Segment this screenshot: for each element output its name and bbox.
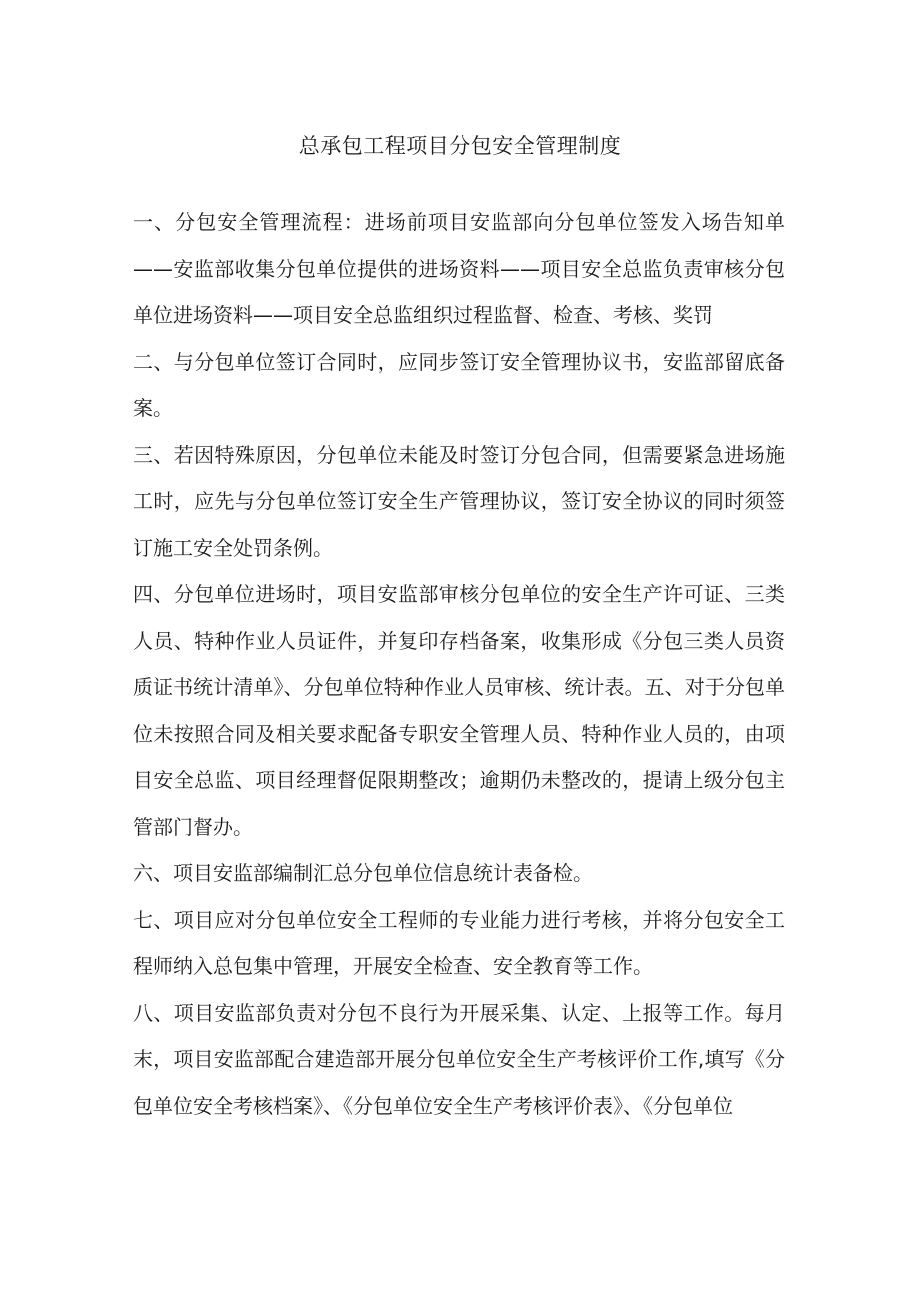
paragraph-2: 二、与分包单位签订合同时，应同步签订安全管理协议书，安监部留底备案。 bbox=[133, 349, 785, 420]
paragraph-3: 三、若因特殊原因，分包单位未能及时签订分包合同，但需要紧急进场施工时，应先与分包单位签订安全生产管理协议，签订安全协议的同时须签订施工安全处罚条例。 bbox=[133, 442, 785, 560]
paragraph-1: 一、分包安全管理流程：进场前项目安监部向分包单位签发入场告知单——安监部收集分包单位提供的进场资料——项目安全总监负责审核分包单位进场资料——项目安全总监组织过程监督、检查、考核、奖罚 bbox=[133, 210, 785, 327]
paragraph-6: 六、项目安监部编制汇总分包单位信息统计表备检。 bbox=[133, 861, 593, 885]
paragraph-8: 八、项目安监部负责对分包不良行为开展采集、认定、上报等工作。每月末，项目安监部配合建造部开展分包单位安全生产考核评价工作,填写《分包单位安全考核档案》、《分包单位安全生产考核评价表》、《分包单位 bbox=[133, 1000, 785, 1118]
document-title: 总承包工程项目分包安全管理制度 bbox=[298, 134, 622, 158]
paragraph-4: 四、分包单位进场时，项目安监部审核分包单位的安全生产许可证、三类人员、特种作业人员证件，并复印存档备案，收集形成《分包三类人员资质证书统计清单》、分包单位特种作业人员审核、统计表。五、对于分包单位未按照合同及相关要求配备专职安全管理人员、特种作业人员的，由项目安全总监、项目经理督促限期整改；逾期仍未整改的，提请上级分包主管部门督办。 bbox=[133, 582, 785, 839]
document-body bbox=[133, 199, 785, 1129]
paragraph-7: 七、项目应对分包单位安全工程师的专业能力进行考核，并将分包安全工程师纳入总包集中管理，开展安全检查、安全教育等工作。 bbox=[133, 907, 785, 978]
